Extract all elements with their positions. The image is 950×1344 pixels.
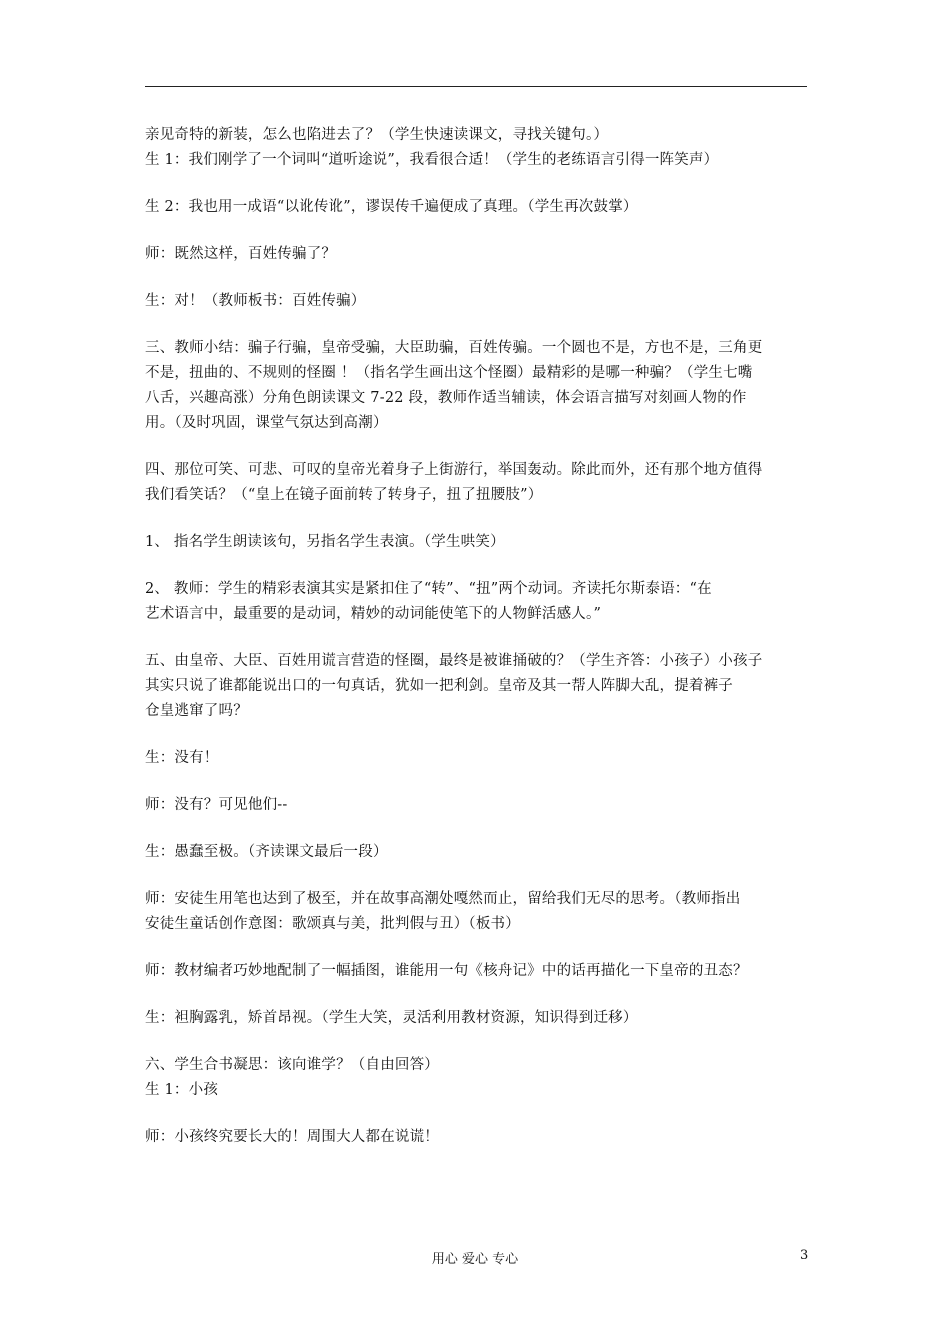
paragraph — [145, 649, 809, 724]
text-line: 五、由皇帝、大臣、百姓用谎言营造的怪圈，最终是被谁捅破的？（学生齐答：小孩子）小孩子 — [145, 653, 763, 669]
header-rule — [145, 86, 807, 87]
paragraph — [145, 289, 809, 314]
text-line: 仓皇逃窜了吗？ — [145, 703, 248, 719]
text-line: 师：教材编者巧妙地配制了一幅插图，谁能用一句《核舟记》中的话再描化一下皇帝的丑态？ — [145, 963, 748, 979]
paragraph — [145, 530, 809, 555]
paragraph — [145, 840, 809, 865]
text-line: 师：没有？可见他们-- — [145, 797, 288, 813]
text-line: 亲见奇特的新装，怎么也陷进去了？（学生快速读课文，寻找关键句。） — [145, 127, 609, 143]
paragraph — [145, 1125, 809, 1150]
paragraph — [145, 577, 809, 627]
text-line: 安徒生童话创作意图：歌颂真与美，批判假与丑）（板书） — [145, 916, 520, 932]
text-line: 师：既然这样，百姓传骗了？ — [145, 246, 337, 262]
text-line: 八舌，兴趣高涨）分角色朗读课文 7-22 段，教师作适当辅读，体会语言描写对刻画人物的作 — [145, 390, 747, 406]
paragraph — [145, 793, 809, 818]
text-line: 用。（及时巩固，课堂气氛达到高潮） — [145, 415, 388, 431]
document-body — [145, 123, 809, 1150]
text-line: 其实只说了谁都能说出口的一句真话，犹如一把利剑。皇帝及其一帮人阵脚大乱，提着裤子 — [145, 678, 733, 694]
text-line: 2、 教师：学生的精彩表演其实是紧扣住了“转”、“扭”两个动词。齐读托尔斯泰语：“在 — [145, 581, 712, 597]
paragraph — [145, 336, 809, 436]
paragraph — [145, 1053, 809, 1103]
text-line: 生 1：小孩 — [145, 1082, 219, 1098]
text-line: 不是，扭曲的、不规则的怪圈 ！（指名学生画出这个怪圈）最精彩的是哪一种骗？（学生七嘴 — [145, 365, 753, 381]
paragraph — [145, 242, 809, 267]
paragraph — [145, 123, 809, 173]
text-line: 四、那位可笑、可悲、可叹的皇帝光着身子上街游行，举国轰动。除此而外，还有那个地方值得 — [145, 462, 763, 478]
text-line: 生：袒胸露乳，矫首昂视。（学生大笑，灵活利用教材资源，知识得到迁移） — [145, 1010, 638, 1026]
text-line: 师：安徒生用笔也达到了极至，并在故事高潮处嘎然而止，留给我们无尽的思考。（教师指出 — [145, 891, 741, 907]
paragraph — [145, 959, 809, 984]
page-number: 3 — [800, 1248, 809, 1263]
paragraph — [145, 195, 809, 220]
text-line: 三、教师小结：骗子行骗，皇帝受骗，大臣助骗，百姓传骗。一个圆也不是，方也不是，三角更 — [145, 340, 763, 356]
text-line: 生：没有！ — [145, 750, 219, 766]
text-line: 生：对！（教师板书：百姓传骗） — [145, 293, 366, 309]
text-line: 我们看笑话？（“皇上在镜子面前转了转身子，扭了扭腰肢”） — [145, 487, 543, 503]
paragraph — [145, 887, 809, 937]
footer-motto: 用心 爱心 专心 — [431, 1252, 519, 1267]
paragraph — [145, 458, 809, 508]
text-line: 1、 指名学生朗读该句，另指名学生表演。（学生哄笑） — [145, 534, 505, 550]
paragraph — [145, 746, 809, 771]
text-line: 艺术语言中，最重要的是动词，精妙的动词能使笔下的人物鲜活感人。” — [145, 606, 602, 622]
text-line: 生 2：我也用一成语“以讹传讹”，谬误传千遍便成了真理。（学生再次鼓掌） — [145, 199, 638, 215]
text-line: 生 1：我们刚学了一个词叫“道听途说”，我看很合适！（学生的老练语言引得一阵笑声） — [145, 152, 719, 168]
text-line: 六、学生合书凝思：该向谁学？（自由回答） — [145, 1057, 439, 1073]
paragraph — [145, 1006, 809, 1031]
text-line: 生：愚蠢至极。（齐读课文最后一段） — [145, 844, 388, 860]
text-line: 师：小孩终究要长大的！周围大人都在说谎！ — [145, 1129, 439, 1145]
